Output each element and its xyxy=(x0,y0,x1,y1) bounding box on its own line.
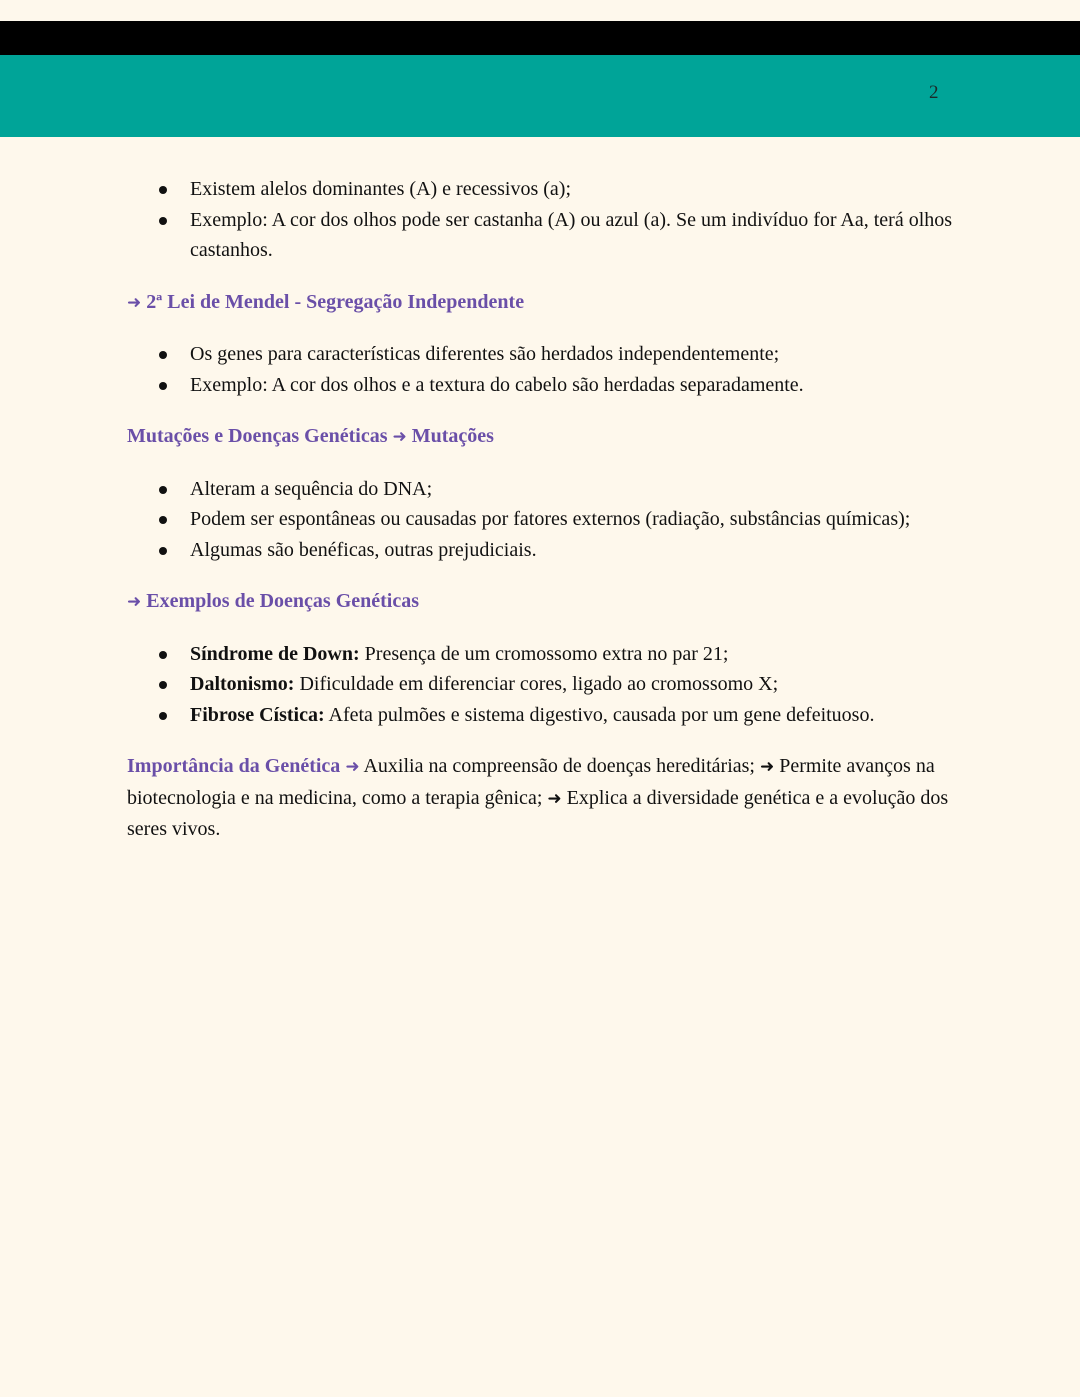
arrow-right-icon: ➜ xyxy=(547,788,562,809)
importance-heading: Importância da Genética xyxy=(127,755,341,777)
mendel-first-law-bullets xyxy=(127,174,957,266)
list-item: Fibrose Cística: Afeta pulmões e sistema digestivo, causada por um gene defeituoso. xyxy=(127,700,957,731)
arrow-right-icon: ➜ xyxy=(127,292,142,313)
bullet-icon xyxy=(159,351,167,359)
list-item: Podem ser espontâneas ou causadas por fatores externos (radiação, substâncias químicas); xyxy=(127,504,957,535)
importance-paragraph: Importância da Genética ➜ Auxilia na compreensão de doenças hereditárias; ➜ Permite avanços na biotecnologia e na medicina, como a terapia gênica; ➜ Explica a diversidade genética e a evolução dos seres vivos. xyxy=(127,755,949,840)
list-item: Existem alelos dominantes (A) e recessivos (a); xyxy=(127,174,957,205)
section-heading-disease-examples: ➜ Exemplos de Doenças Genéticas xyxy=(127,590,420,612)
bullet-icon xyxy=(159,382,167,390)
list-item: Daltonismo: Dificuldade em diferenciar cores, ligado ao cromossomo X; xyxy=(127,669,957,700)
section-heading-mutations: Mutações e Doenças Genéticas ➜ Mutações xyxy=(127,425,494,447)
bullet-icon xyxy=(159,712,167,720)
list-item: Síndrome de Down: Presença de um cromossomo extra no par 21; xyxy=(127,639,957,670)
term-label: Fibrose Cística: xyxy=(190,703,325,726)
bullet-icon xyxy=(159,486,167,494)
arrow-right-icon: ➜ xyxy=(127,592,142,612)
arrow-right-icon: ➜ xyxy=(392,427,407,447)
header-black-band xyxy=(0,21,1080,55)
second-law-bullets xyxy=(127,339,957,400)
list-item: Algumas são benéficas, outras prejudiciais. xyxy=(127,535,957,566)
list-item: Alteram a sequência do DNA; xyxy=(127,474,957,505)
bullet-icon xyxy=(159,547,167,555)
bullet-icon xyxy=(159,681,167,689)
bullet-icon xyxy=(159,516,167,524)
list-item: Os genes para características diferentes são herdados independentemente; xyxy=(127,339,957,370)
bullet-icon xyxy=(159,186,167,194)
document-body xyxy=(127,174,957,845)
bullet-icon xyxy=(159,217,167,225)
section-heading-second-law: ➜ 2ª Lei de Mendel - Segregação Independente xyxy=(127,290,525,313)
arrow-right-icon: ➜ xyxy=(759,757,775,777)
top-margin xyxy=(0,0,1080,21)
arrow-right-icon: ➜ xyxy=(345,757,360,777)
list-item: Exemplo: A cor dos olhos e a textura do cabelo são herdadas separadamente. xyxy=(127,370,957,401)
disease-examples-bullets xyxy=(127,639,957,731)
bullet-icon xyxy=(159,651,167,659)
mutations-bullets xyxy=(127,474,957,566)
term-label: Daltonismo: xyxy=(190,673,295,695)
term-label: Síndrome de Down: xyxy=(190,642,360,665)
page-number: 2 xyxy=(929,82,939,103)
header-teal-band xyxy=(0,55,1080,137)
list-item: Exemplo: A cor dos olhos pode ser castanha (A) ou azul (a). Se um indivíduo for Aa, terá olhos castanhos. xyxy=(127,205,957,266)
